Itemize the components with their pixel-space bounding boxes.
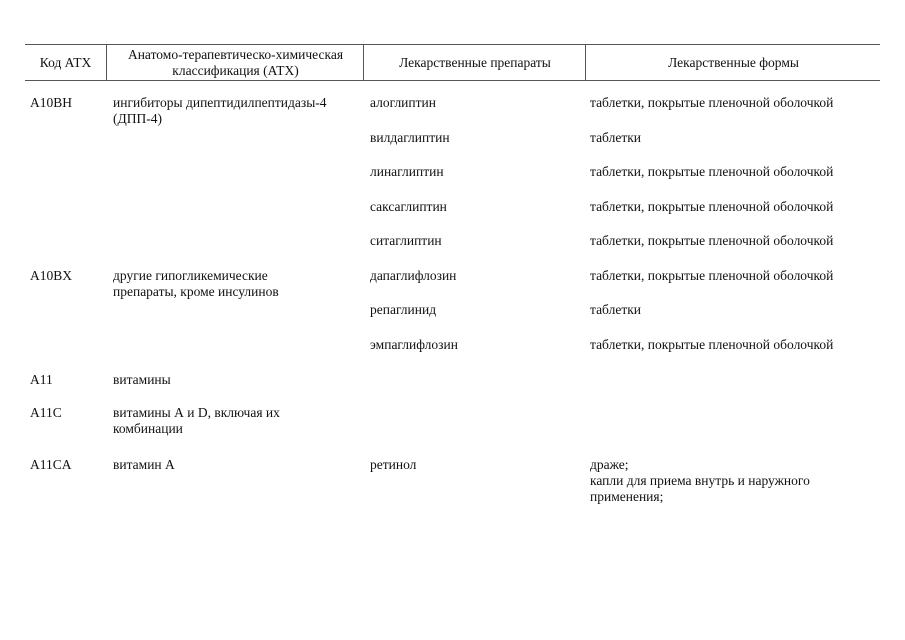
drug-form-line: капли для приема внутрь и наружного [590, 472, 810, 488]
table-body [25, 95, 880, 517]
atc-code: A11C [30, 404, 62, 420]
atc-code: A11 [30, 371, 53, 387]
drug-classification-table [25, 44, 880, 504]
drug-form: таблетки [590, 302, 642, 317]
drug-list [370, 457, 585, 473]
drug-form: таблетки, покрытые пленочной оболочкой [590, 336, 834, 352]
drug-form-line: применения; [590, 488, 664, 504]
drug-name: вилдаглиптин [370, 129, 450, 145]
drug-name: ретинол [370, 456, 417, 472]
header-classification [106, 45, 364, 80]
header-forms: Лекарственные формы [585, 45, 881, 80]
drug-form: таблетки, покрытые пленочной оболочкой [590, 233, 834, 248]
drug-name: дапаглифлозин [370, 267, 457, 283]
header-code: Код АТХ [39, 54, 92, 70]
form-list [590, 457, 880, 505]
drug-form: таблетки, покрытые пленочной оболочкой [590, 164, 834, 179]
drug-form: таблетки, покрытые пленочной оболочкой [590, 95, 834, 110]
atc-class-line: витамины А и D, включая их [113, 404, 280, 420]
header-classification-line2: классификация (АТХ) [172, 62, 299, 78]
atc-code: A10BH [30, 95, 73, 110]
drug-form-line: драже; [590, 456, 629, 472]
table-row [25, 457, 880, 517]
atc-code: A11CA [30, 456, 72, 472]
table-row [25, 405, 880, 457]
atc-class [113, 95, 363, 127]
header-classification-line1: Анатомо-терапевтическо-химическая [127, 46, 344, 62]
atc-class-line: препараты, кроме инсулинов [113, 283, 279, 299]
atc-class-line: комбинации [113, 420, 183, 436]
drug-name: ситаглиптин [370, 233, 442, 248]
table-header [25, 44, 880, 81]
drug-form: таблетки, покрытые пленочной оболочкой [590, 198, 834, 214]
drug-form: таблетки [590, 129, 642, 145]
drug-name: саксаглиптин [370, 198, 447, 214]
atc-class [113, 268, 363, 300]
atc-class-line: другие гипогликемические [113, 267, 268, 283]
table-row [25, 268, 880, 372]
drug-form: таблетки, покрытые пленочной оболочкой [590, 267, 834, 283]
atc-class-line: витамины [113, 371, 171, 387]
table-row [25, 95, 880, 268]
drug-name: репаглинид [370, 302, 437, 317]
atc-class [113, 372, 363, 388]
drug-list [370, 95, 585, 268]
drug-name: линаглиптин [370, 164, 444, 179]
form-list [590, 95, 880, 268]
header-drugs: Лекарственные препараты [363, 45, 586, 80]
atc-class-line: витамин А [113, 456, 175, 472]
atc-class-line: (ДПП-4) [113, 111, 162, 126]
atc-class [113, 457, 363, 473]
atc-class-line: ингибиторы дипептидилпептидазы-4 [113, 95, 327, 110]
atc-code: A10BX [30, 267, 73, 283]
drug-name: алоглиптин [370, 95, 436, 110]
drug-name: эмпаглифлозин [370, 336, 458, 352]
atc-class [113, 405, 363, 437]
form-list [590, 268, 880, 372]
table-row [25, 372, 880, 405]
drug-list [370, 268, 585, 372]
